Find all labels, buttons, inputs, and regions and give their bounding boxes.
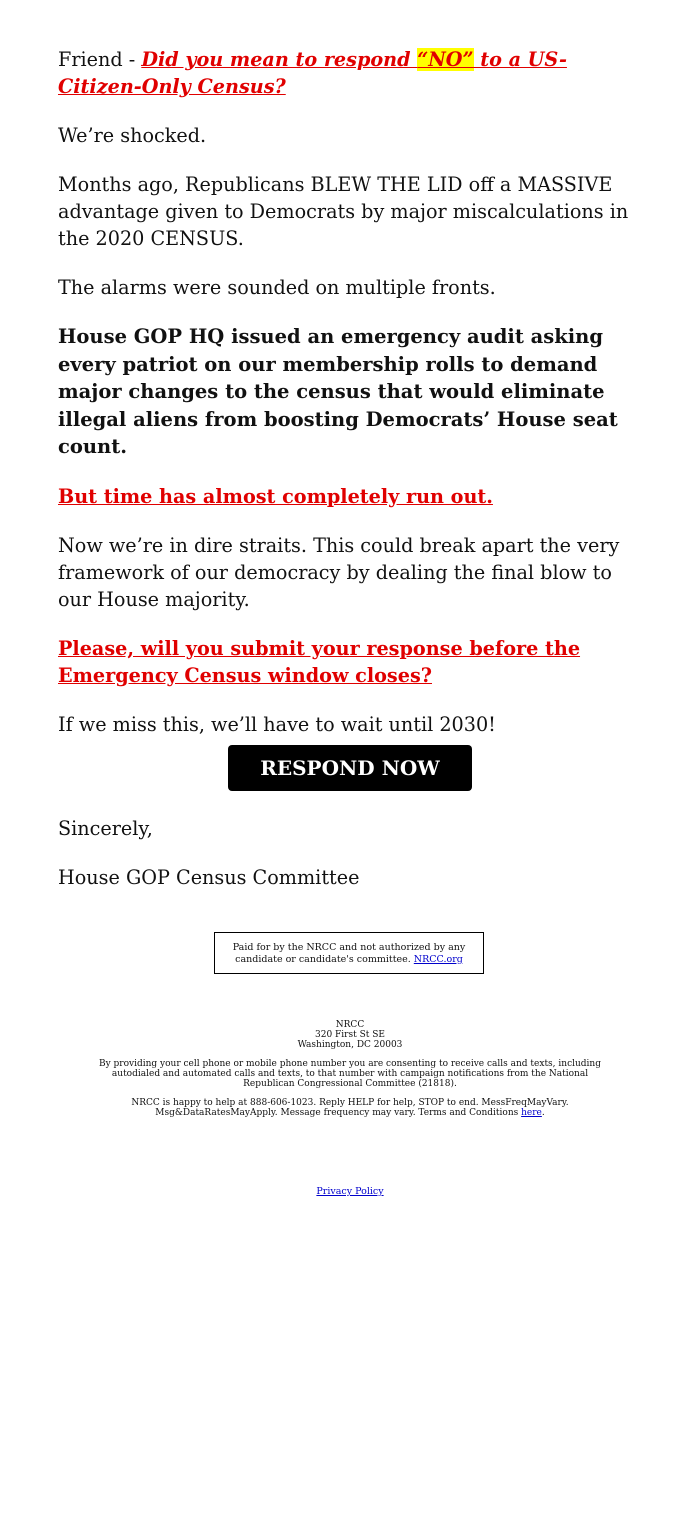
headline-part2: to a US-Citizen-Only Census? bbox=[58, 48, 567, 98]
months-paragraph: Months ago, Republicans BLEW THE LID off a MASSIVE advantage given to Democrats by major miscalculations in the 2020 CENSUS. bbox=[58, 173, 629, 250]
audit-paragraph: House GOP HQ issued an emergency audit asking every patriot on our membership rolls to demand major changes to the census that would eliminate illegal aliens from boosting Democrats’ House seat count. bbox=[58, 325, 618, 458]
footer bbox=[90, 1020, 610, 1118]
disclaimer-text: Paid for by the NRCC and not authorized by any candidate or candidate's committee. bbox=[232, 942, 466, 965]
greeting: Friend - bbox=[58, 48, 142, 71]
miss-paragraph: If we miss this, we’ll have to wait until 2030! bbox=[58, 712, 496, 736]
help-end: . bbox=[541, 1108, 545, 1118]
footer-city: Washington, DC 20003 bbox=[297, 1040, 403, 1050]
footer-consent: By providing your cell phone or mobile phone number you are consenting to receive calls and texts, including autodialed and automated calls and texts, to that number with campaign notifications from the National Republican Congressional Committee (21818). bbox=[98, 1059, 601, 1089]
cta-container bbox=[0, 745, 700, 825]
paid-for-disclaimer bbox=[214, 932, 484, 974]
footer-help bbox=[90, 1098, 610, 1118]
alarms-paragraph: The alarms were sounded on multiple fronts. bbox=[58, 276, 496, 299]
runout-link[interactable]: But time has almost completely run out. bbox=[58, 484, 493, 508]
runout-paragraph bbox=[58, 483, 648, 510]
nrcc-link[interactable]: NRCC.org bbox=[413, 953, 463, 965]
email-body bbox=[58, 46, 648, 738]
respond-now-button[interactable]: RESPOND NOW >> bbox=[228, 745, 472, 791]
footer-org: NRCC bbox=[335, 1020, 365, 1030]
terms-link[interactable]: here bbox=[521, 1108, 542, 1118]
closing: Sincerely, bbox=[58, 817, 153, 840]
footer-street: 320 First St SE bbox=[315, 1030, 385, 1040]
shocked-paragraph: We’re shocked. bbox=[58, 124, 207, 147]
please-link[interactable]: Please, will you submit your response before the Emergency Census window closes? bbox=[58, 636, 581, 687]
privacy-container bbox=[0, 1186, 700, 1197]
sender: House GOP Census Committee bbox=[58, 866, 360, 889]
headline-part1: Did you mean to respond bbox=[141, 48, 418, 71]
please-paragraph bbox=[58, 635, 648, 689]
headline-highlight: “NO” bbox=[417, 48, 474, 71]
dire-paragraph: Now we’re in dire straits. This could break apart the very framework of our democracy by dealing the final blow to our House majority. bbox=[58, 533, 620, 611]
help-text: NRCC is happy to help at 888-606-1023. Reply HELP for help, STOP to end. MessFreqMayVary. Msg&DataRatesMayApply. Message frequency may vary. Terms and Conditions bbox=[131, 1098, 569, 1118]
intro-paragraph bbox=[58, 46, 648, 100]
privacy-policy-link[interactable]: Privacy Policy bbox=[316, 1186, 384, 1197]
